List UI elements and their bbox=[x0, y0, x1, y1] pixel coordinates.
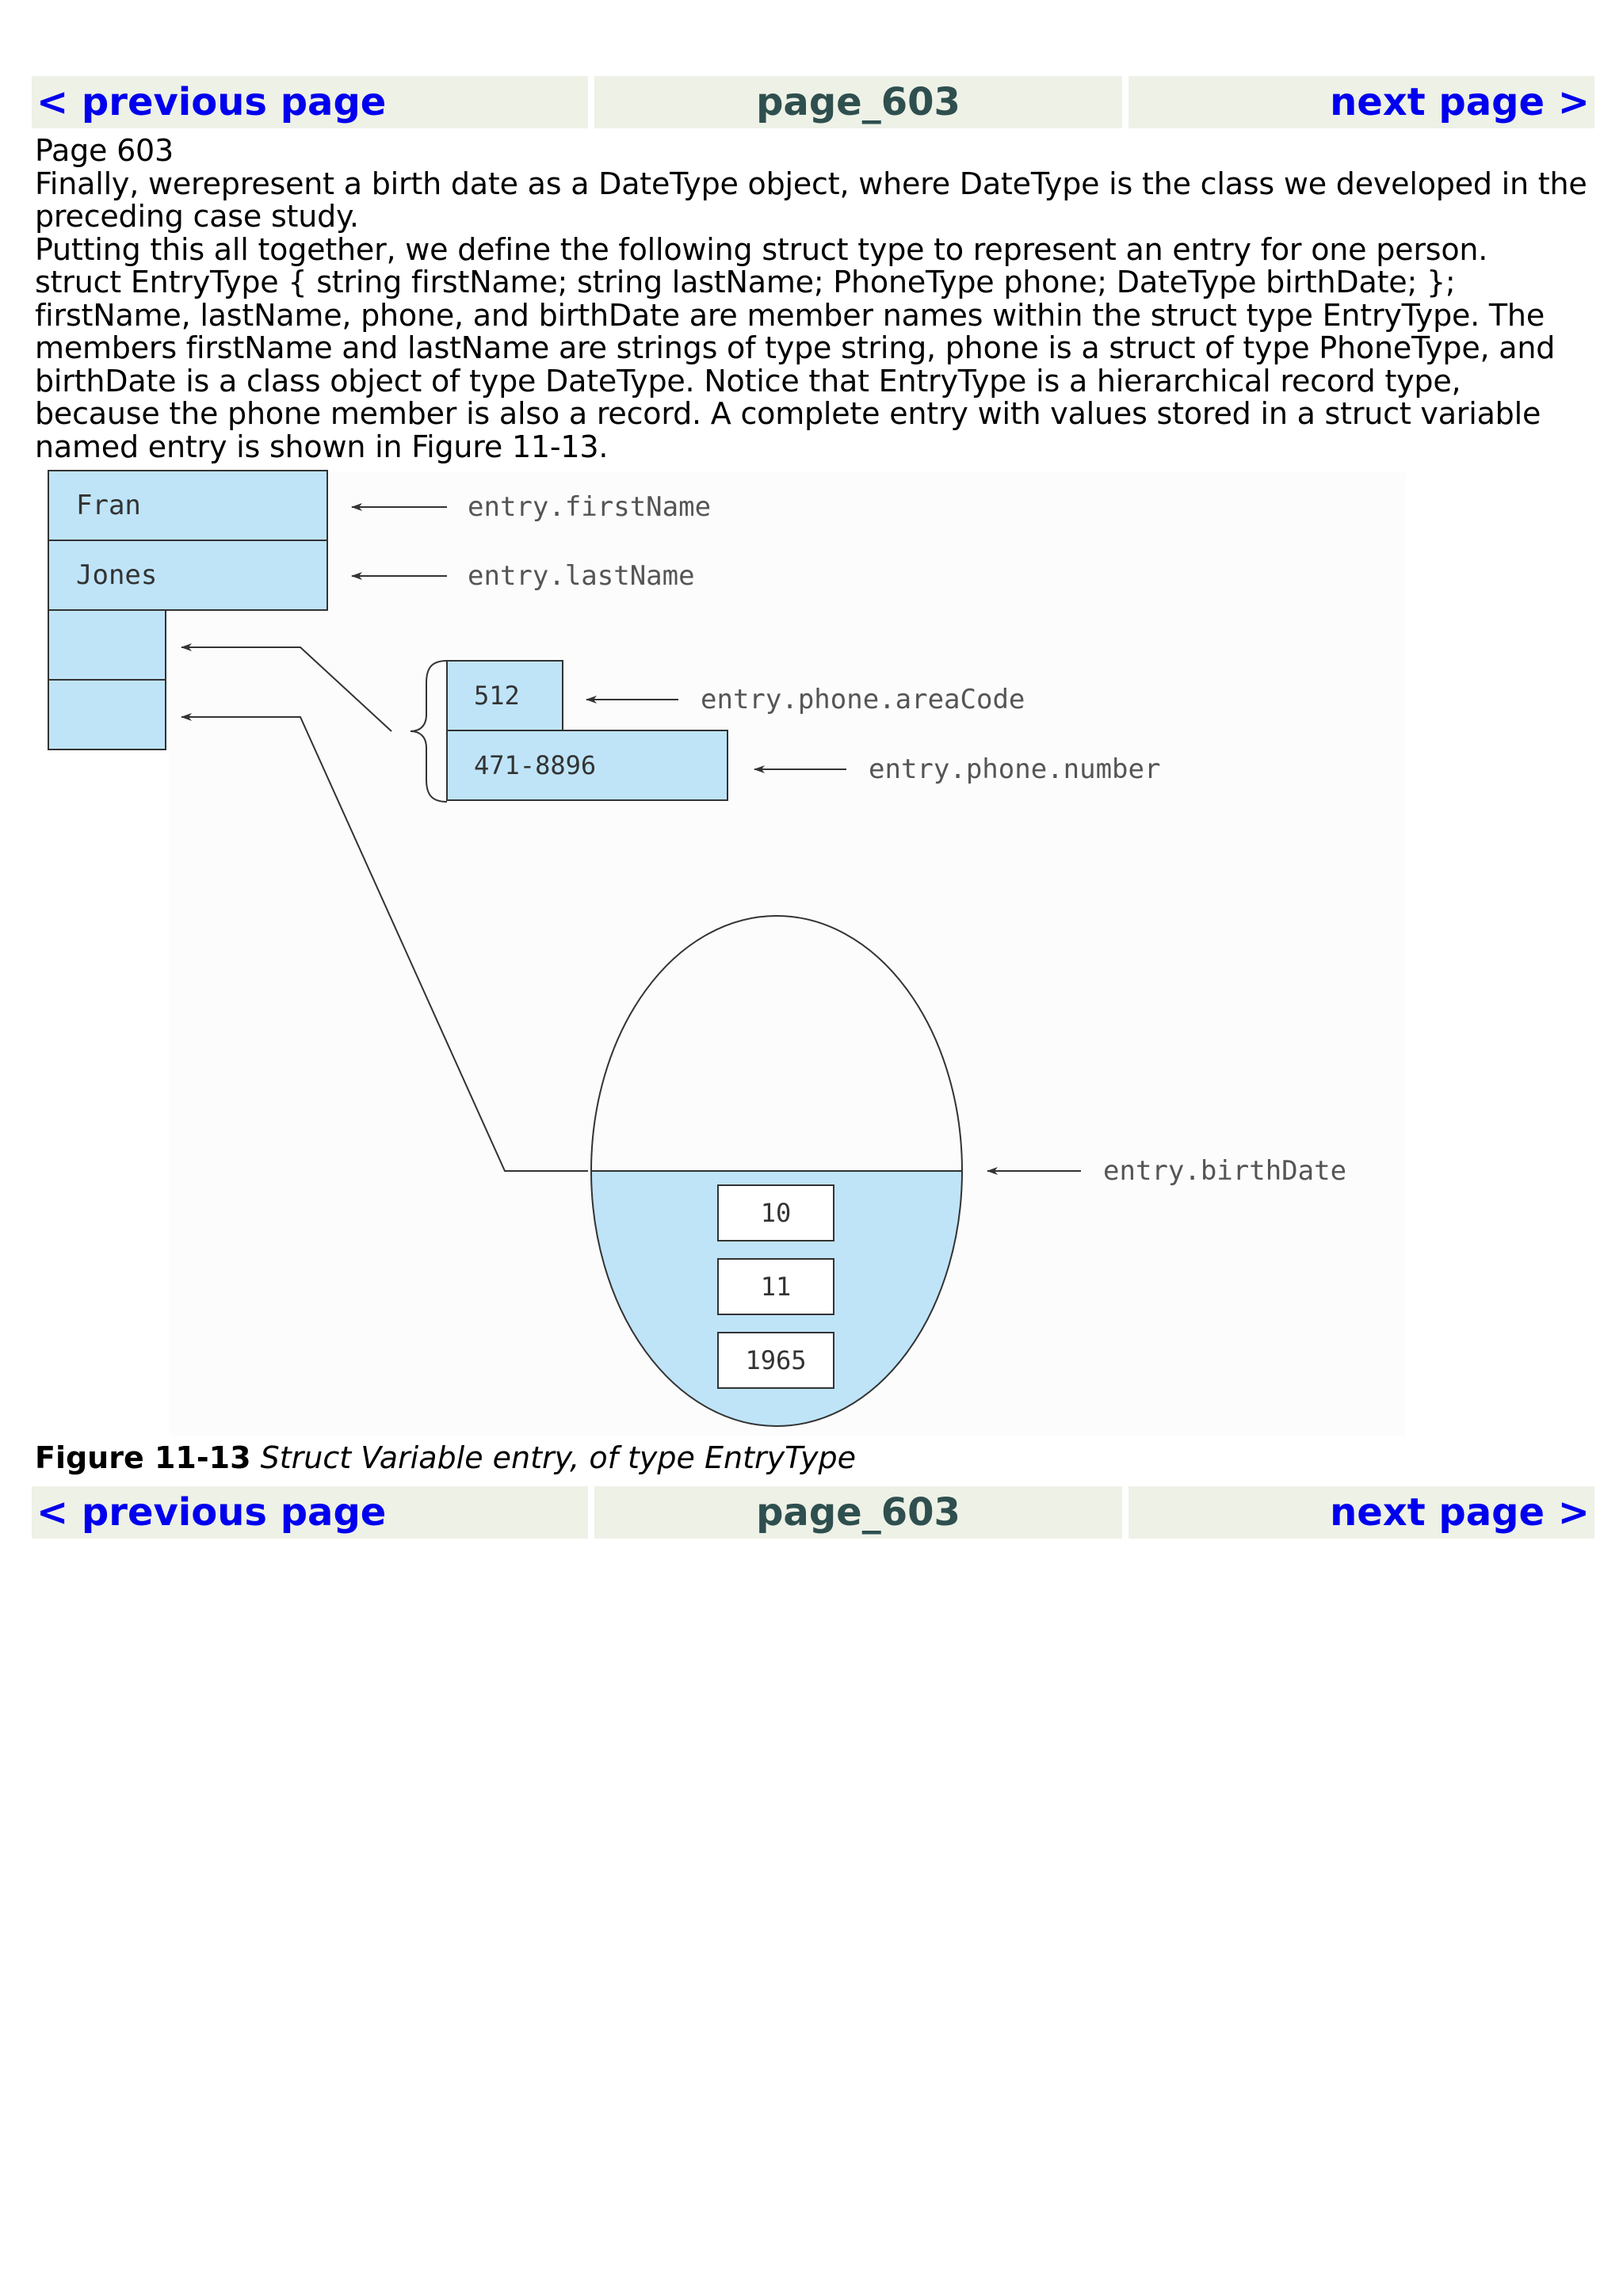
paragraph-2: Putting this all together, we define the following struct type to represent an entry for one person. bbox=[35, 231, 1488, 267]
struct-diagram bbox=[35, 467, 1414, 1438]
previous-page-link[interactable]: < previous page bbox=[36, 80, 387, 124]
phone-pointer-box bbox=[48, 610, 166, 680]
bottom-navigation bbox=[32, 1486, 1594, 1539]
month-value: 10 bbox=[760, 1198, 792, 1228]
label-phone-number: entry.phone.number bbox=[869, 753, 1161, 785]
prev-cell bbox=[32, 76, 588, 128]
page-indicator-bottom: page_603 bbox=[594, 1486, 1122, 1539]
page-content bbox=[35, 135, 1588, 463]
page-label: Page 603 bbox=[35, 133, 174, 168]
next-page-link-bottom[interactable]: next page > bbox=[1330, 1490, 1590, 1535]
last-name-value: Jones bbox=[76, 559, 158, 591]
label-birth-date: entry.birthDate bbox=[1103, 1155, 1347, 1187]
code-line: struct EntryType { string firstName; string lastName; PhoneType phone; DateType birthDate; }; bbox=[35, 265, 1456, 299]
caption-label: Figure 11-13 bbox=[35, 1440, 251, 1475]
year-value: 1965 bbox=[745, 1345, 807, 1375]
label-first-name: entry.firstName bbox=[468, 491, 712, 523]
page-indicator: page_603 bbox=[594, 76, 1122, 128]
next-page-link[interactable]: next page > bbox=[1330, 80, 1590, 124]
first-name-value: Fran bbox=[76, 490, 141, 521]
label-last-name: entry.lastName bbox=[468, 560, 695, 592]
area-code-value: 512 bbox=[474, 681, 520, 711]
label-area-code: entry.phone.areaCode bbox=[701, 684, 1025, 715]
top-navigation bbox=[32, 76, 1594, 128]
next-cell-bottom bbox=[1128, 1486, 1594, 1539]
next-cell bbox=[1128, 76, 1594, 128]
paragraph-3: firstName, lastName, phone, and birthDate are member names within the struct type EntryType. The members firstName and lastName are strings of type string, phone is a struct of type PhoneType, and birthDate is a class object of type DateType. Notice that EntryType is a hierarchical record type, because the phone member is also a record. A complete entry with values stored in a struct variable named entry is shown in Figure 11-13. bbox=[35, 297, 1556, 464]
birthdate-pointer-box bbox=[48, 680, 166, 749]
prev-cell-bottom bbox=[32, 1486, 588, 1539]
figure-caption bbox=[35, 1440, 856, 1475]
caption-text: Struct Variable entry, of type EntryType bbox=[250, 1440, 857, 1475]
paragraph-1: Finally, werepresent a birth date as a DateType object, where DateType is the class we developed in the preceding case study. bbox=[35, 166, 1587, 234]
previous-page-link-bottom[interactable]: < previous page bbox=[36, 1490, 387, 1535]
phone-number-value: 471-8896 bbox=[474, 750, 597, 780]
day-value: 11 bbox=[760, 1272, 792, 1302]
